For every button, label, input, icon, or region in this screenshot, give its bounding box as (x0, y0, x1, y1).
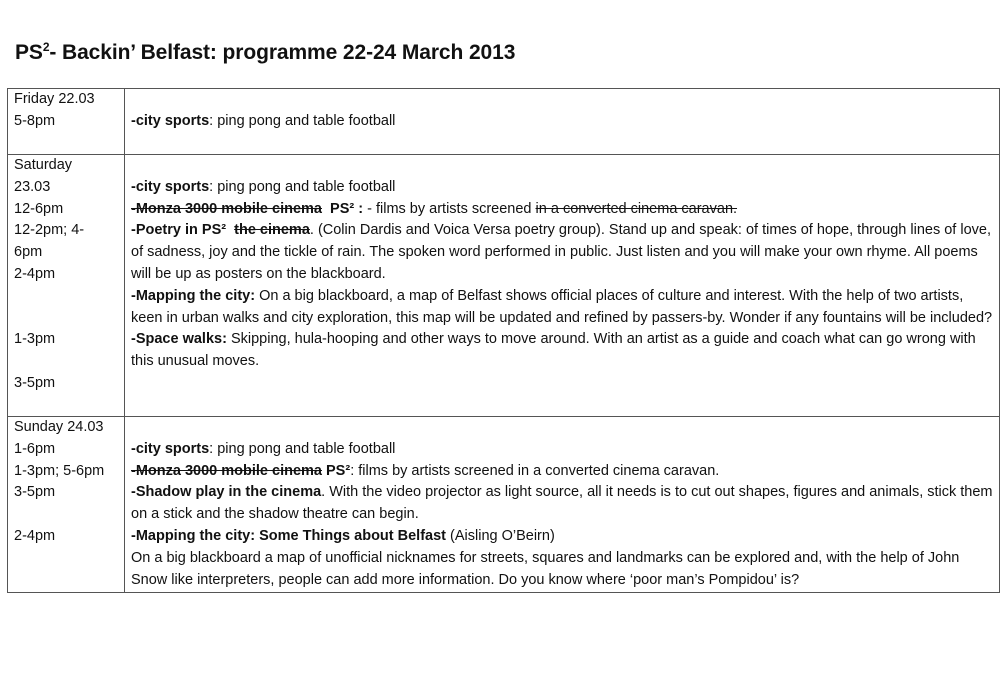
activity-label: -Mapping the city: Some Things about Belfast (131, 527, 446, 544)
friday-activities (125, 89, 1000, 155)
time-line: 3-5pm (14, 374, 56, 391)
sunday-row (8, 417, 1000, 593)
saturday-activities (125, 155, 1000, 417)
activity-monza (131, 199, 995, 221)
friday-times (8, 89, 125, 155)
activity-mapping-text: On a big blackboard a map of unofficial nicknames for streets, squares and landmarks can be explored and, with the help of John Snow like interpreters, people can add more information. Do you know where ‘poor man’s Pompidou’ is? (131, 549, 960, 588)
activity-text: : ping pong and table football (209, 112, 396, 129)
struck-label: -Monza 3000 mobile cinema (131, 462, 322, 479)
time-line: 12-2pm; 4- (14, 222, 85, 239)
activity-text: . With the video projector as light source, all it needs is to cut out shapes, figures and animals, stick them on a stick and the shadow theatre can begin. (131, 484, 993, 523)
ps2-label: PS² (330, 200, 355, 217)
activity-text: . (Colin Dardis and Voica Versa poetry group). Stand up and speak: of times of hope, through lines of love, of sadness, joy and the tickle of rain. The spoken word performed in public. Just listen and you will make your own rhyme. All poems will be up as posters on the blackboard. (131, 222, 991, 282)
time-line: Saturday (14, 157, 73, 173)
spacer (131, 417, 995, 439)
activity-label: -city sports (131, 178, 210, 195)
spacer (131, 89, 995, 111)
activity-monza (131, 461, 995, 483)
activity-label: -city sports (131, 112, 210, 129)
programme-table (7, 88, 1000, 593)
time-line: 2-4pm (14, 265, 56, 282)
sunday-times (8, 417, 125, 593)
spacer (14, 504, 124, 526)
page-title (15, 40, 515, 65)
activity-label: -Mapping the city: (131, 287, 256, 304)
time-line: 1-6pm (14, 440, 56, 457)
activity-label: -Space walks: (131, 331, 227, 348)
activity-mapping-heading (131, 526, 995, 548)
title-main: PS (15, 41, 43, 64)
struck-text: in a converted cinema caravan. (535, 200, 738, 217)
friday-row (8, 89, 1000, 155)
spacer (131, 155, 995, 177)
activity-city-sports (131, 177, 995, 199)
struck-label: -Monza 3000 mobile cinema (131, 200, 322, 217)
colon: : (358, 200, 364, 217)
sunday-activities (125, 417, 1000, 593)
activity-shadow-play (131, 482, 995, 526)
activity-label: -Shadow play in the cinema (131, 484, 322, 501)
activity-text: : ping pong and table football (209, 178, 396, 195)
spacer (14, 286, 124, 308)
activity-label: -city sports (131, 440, 210, 457)
ps2-label: PS² (326, 462, 351, 479)
time-line: 12-6pm (14, 200, 64, 217)
spacer (14, 351, 124, 373)
time-line: 3-5pm (14, 484, 56, 501)
time-line: 5-8pm (14, 112, 56, 129)
activity-poetry (131, 220, 995, 285)
time-line: Friday 22.03 (14, 91, 95, 107)
time-line: 23.03 (14, 178, 51, 195)
time-line: Sunday 24.03 (14, 419, 104, 435)
saturday-times (8, 155, 125, 417)
activity-label: -Poetry in PS² (131, 222, 227, 239)
spacer (14, 308, 124, 330)
activity-city-sports (131, 111, 995, 133)
title-superscript: 2 (42, 40, 50, 54)
activity-text: Skipping, hula-hooping and other ways to move around. With an artist as a guide and coach what can go wrong with this unusual moves. (131, 331, 976, 370)
saturday-row (8, 155, 1000, 417)
activity-text: - films by artists screened (363, 200, 536, 217)
activity-text: : ping pong and table football (209, 440, 396, 457)
activity-space-walks (131, 329, 995, 373)
time-line: 1-3pm (14, 331, 56, 348)
time-line: 2-4pm (14, 527, 56, 544)
activity-text: : films by artists screened in a converted cinema caravan. (350, 462, 720, 479)
struck-label: the cinema (234, 222, 310, 239)
time-line: 6pm (14, 244, 43, 261)
title-rest: - Backin’ Belfast: programme 22-24 March 2013 (49, 41, 516, 64)
time-line: 1-3pm; 5-6pm (14, 462, 105, 479)
activity-mapping (131, 286, 995, 330)
activity-city-sports (131, 439, 995, 461)
activity-credit: (Aisling O’Beirn) (446, 527, 555, 544)
activity-text: On a big blackboard, a map of Belfast shows official places of culture and interest. With the help of two artists, keen in urban walks and city exploration, this map will be updated and refined by passers-by. Wonder if any fountains will be included? (131, 287, 993, 326)
